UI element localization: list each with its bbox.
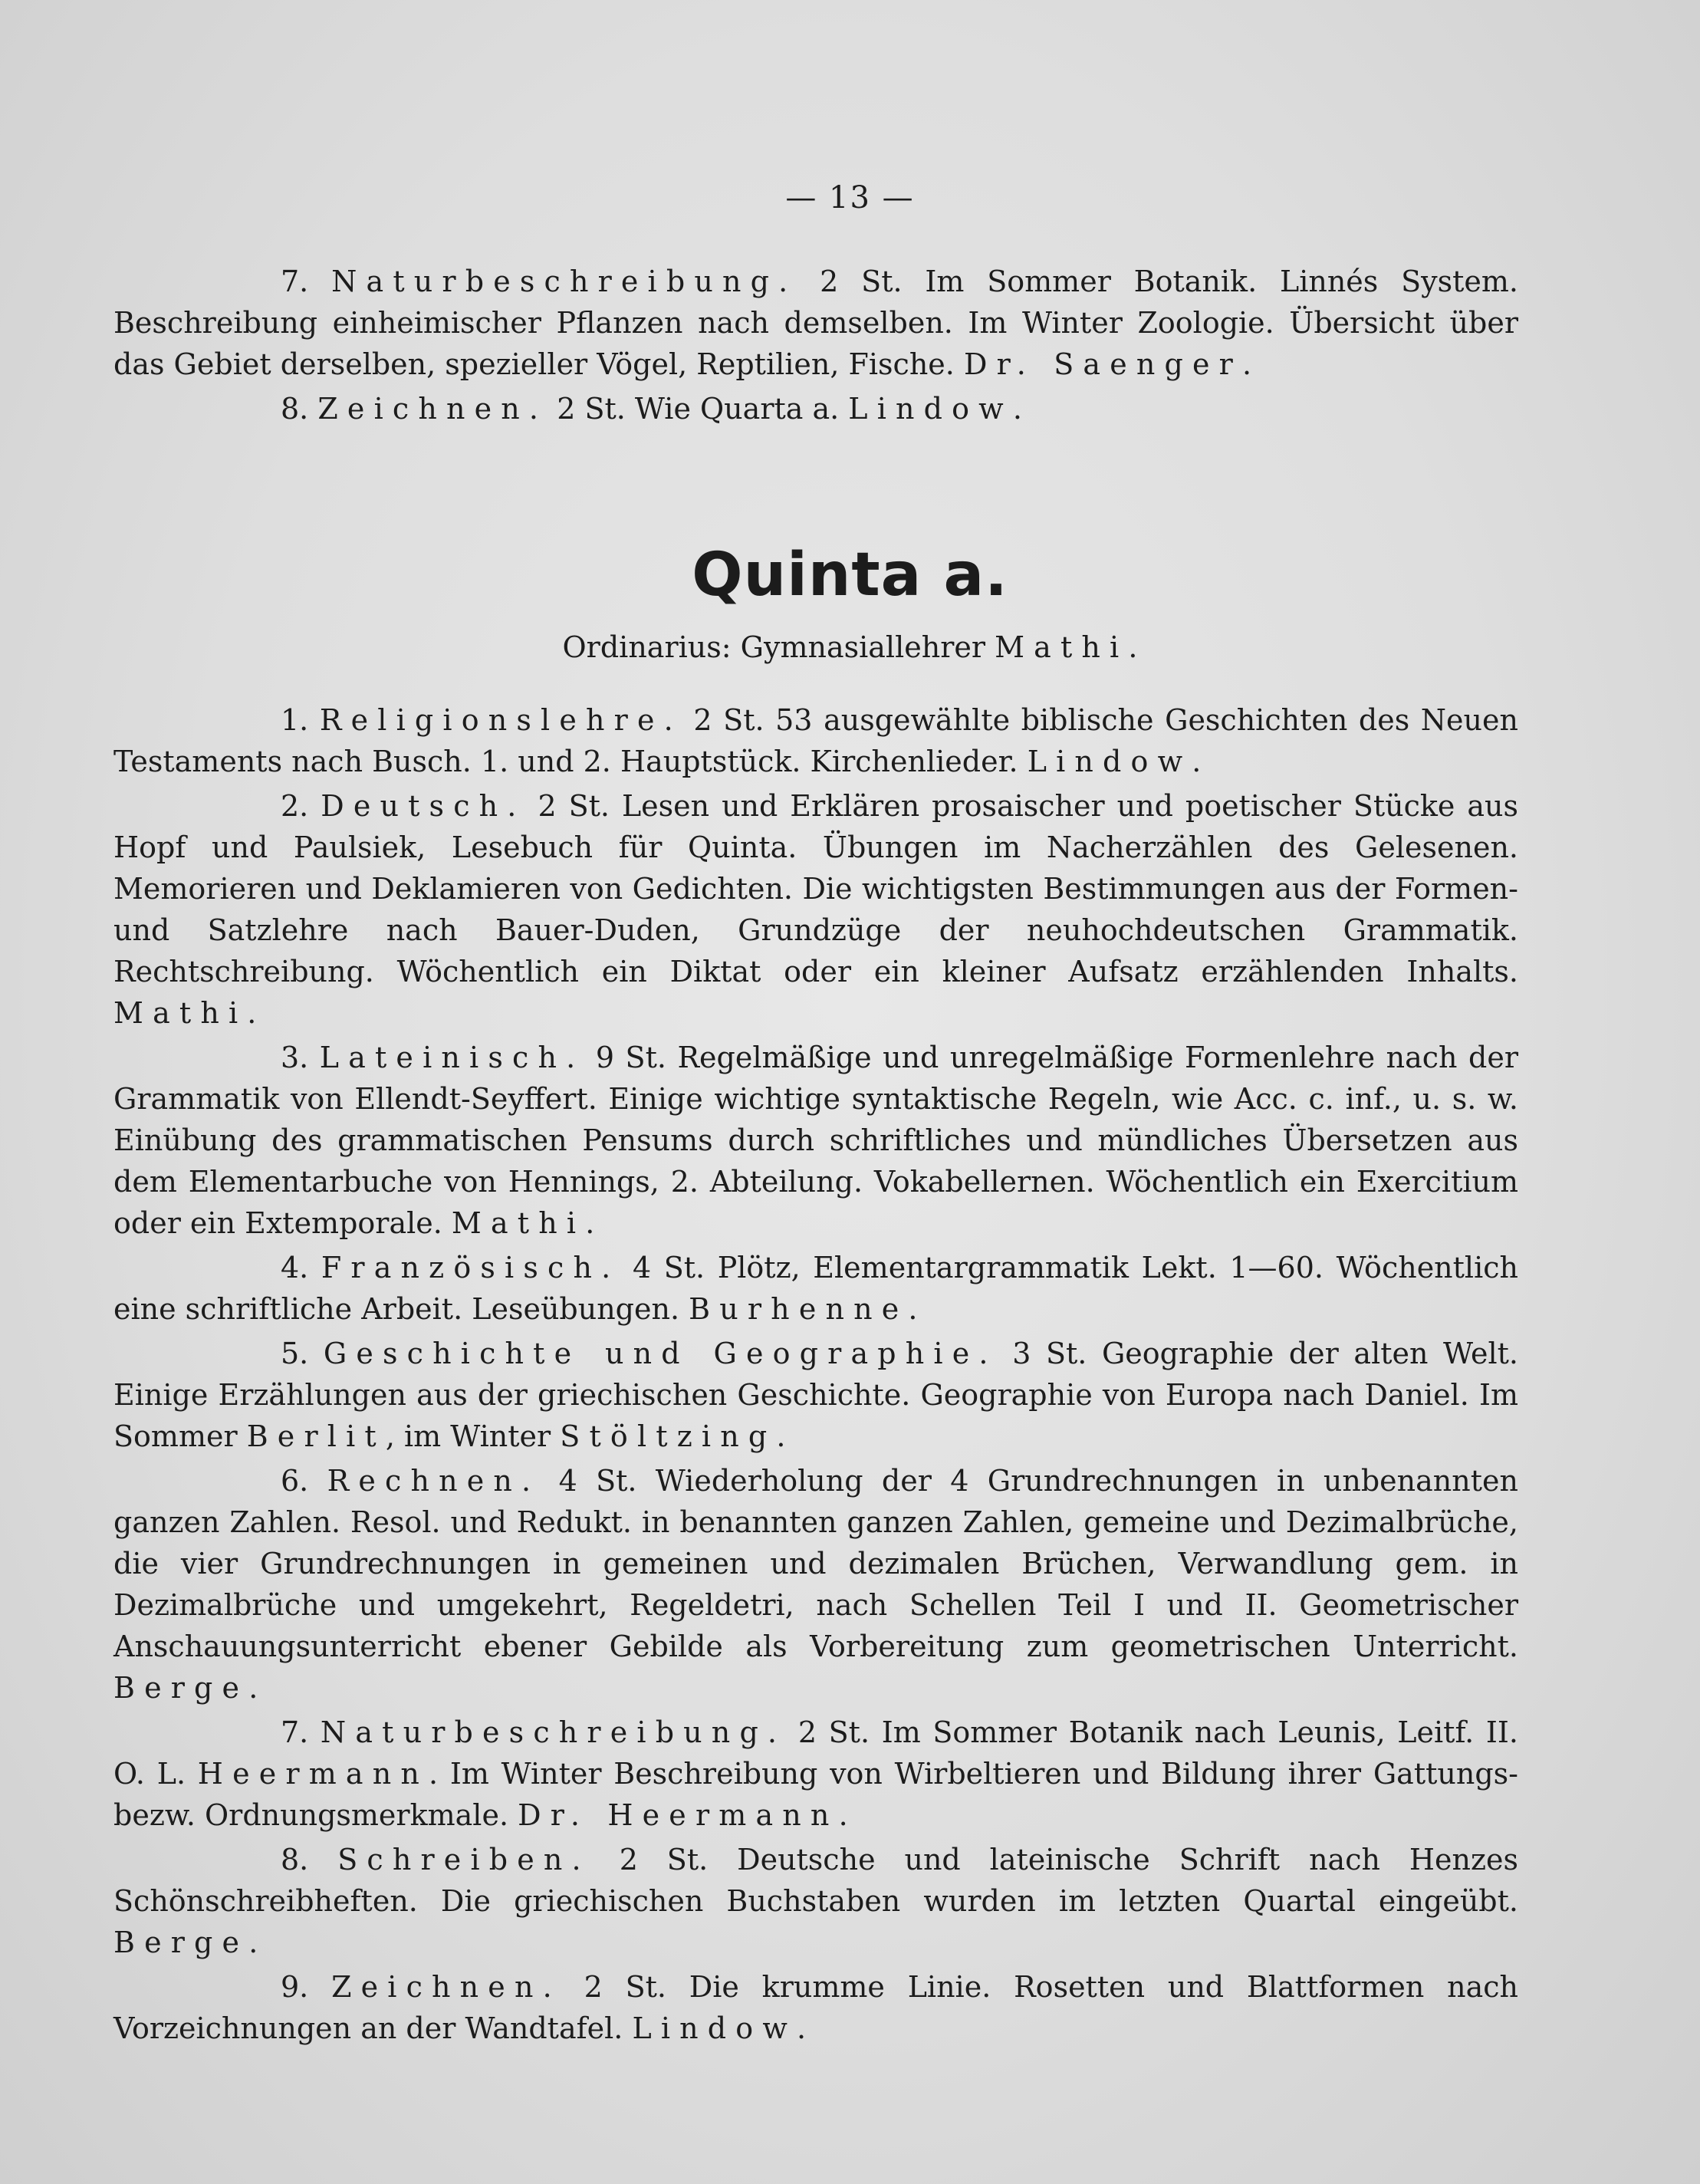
paragraph-zeichnen [113, 1966, 1518, 2049]
paragraph-text-end: . [248, 1926, 258, 1959]
paragraph-naturbeschreibung [113, 1712, 1518, 1836]
item-number: 6. [281, 1464, 309, 1498]
paragraph-text: 4 St. Wiederholung der 4 Grundrechnungen in unbenannten ganzen Zahlen. Resol. und Redukt. in benannten ganzen Zahlen, gemeine und Dezimalbrüche, die vier Grundrechnungen in gemeinen und dezimalen Brüchen, Verwandlung gem. in Dezimalbrüche und umgekehrt, Regeldetri, nach Schellen Teil I und II. Geometrischer Anschauungsunterricht ebener Gebilde als Vorbereitung zum geometrischen Unterricht. [113, 1464, 1518, 1663]
paragraph-text-end: . [776, 1419, 786, 1453]
ordinarius-end: . [1128, 630, 1138, 664]
paragraph-schreiben [113, 1839, 1518, 1963]
subject-heading: Geschichte und Geographie. [323, 1337, 998, 1370]
paragraph-text-end: . [1241, 347, 1252, 381]
paragraph-text: 2 St. Deutsche und lateinische Schrift nach Henzes Schönschreibheften. Die griechischen Buchstaben wurden im letzten Quartal eingeübt. [113, 1843, 1518, 1918]
teacher-name: Berge [113, 1671, 249, 1705]
item-number: 9. [281, 1970, 309, 2004]
subject-heading: Schreiben. [337, 1843, 590, 1876]
paragraph-text: 2 St. 53 ausgewählte biblische Geschichten des Neuen Testaments nach Busch. 1. und 2. Hauptstück. Kirchenlieder. [113, 703, 1518, 778]
teacher-name: Berge [113, 1926, 249, 1959]
teacher-name: Mathi [113, 996, 248, 1030]
item-number: 8. [281, 392, 309, 426]
paragraph-rechnen [113, 1460, 1518, 1709]
item-number: 3. [281, 1041, 309, 1074]
paragraph-text: 2 St. Die krumme Linie. Rosetten und Blattformen nach Vorzeichnungen an der Wandtafel. [113, 1970, 1518, 2045]
subject-heading: Zeichnen. [331, 1970, 561, 2004]
item-number: 4. [281, 1251, 309, 1284]
paragraph-naturbeschreibung-quarta [113, 261, 1518, 385]
paragraph-text: 2 St. Lesen und Erklären prosaischer und poetischer Stücke aus Hopf und Paulsiek, Lesebuch für Quinta. Übungen im Nacherzählen des Gelesenen. Memorieren und Deklamieren von Gedichten. Die wichtigsten Bestimmungen aus der Formen- und Satzlehre nach Bauer-Duden, Grundzüge der neuhochdeutschen Grammatik. Rechtschreibung. Wöchentlich ein Diktat oder ein kleiner Aufsatz erzählenden Inhalts. [113, 789, 1518, 988]
ordinarius-line [0, 630, 1700, 664]
paragraph-zeichnen-quarta [113, 388, 1518, 429]
paragraph-text: 2 St. Wie Quarta a. [547, 392, 849, 426]
teacher-name-2: Dr. Heermann [518, 1798, 839, 1832]
item-number: 1. [281, 703, 309, 737]
teacher-name: Berlit [246, 1419, 386, 1453]
paragraph-franzoesisch [113, 1247, 1518, 1330]
paragraph-text: 2 St. Im Sommer Botanik nach Leunis, Leitf. II. O. L. [113, 1715, 1518, 1791]
paragraph-text-end: . [797, 2011, 807, 2045]
teacher-name: Mathi [451, 1206, 586, 1240]
paragraph-religionslehre [113, 699, 1518, 782]
subject-heading: Französisch. [321, 1251, 620, 1284]
subject-heading: Zeichnen. [317, 392, 548, 426]
paragraph-text-end: . [1192, 745, 1202, 778]
item-number: 5. [281, 1337, 309, 1370]
paragraph-text: 3 St. Geographie der alten Welt. Einige Erzählungen aus der griechischen Geschichte. Geographie von Europa nach Daniel. Im Sommer [113, 1337, 1518, 1453]
item-number: 2. [281, 789, 309, 823]
ordinarius-name: Mathi [995, 630, 1129, 664]
paragraph-text-end: . [248, 1671, 258, 1705]
subject-heading: Deutsch. [321, 789, 526, 823]
teacher-name: Lindow [1027, 745, 1192, 778]
paragraph-text-end: . [908, 1292, 918, 1326]
paragraph-text-end: . [585, 1206, 595, 1240]
teacher-name: Dr. Saenger [963, 347, 1242, 381]
teacher-name: Burhenne [689, 1292, 909, 1326]
subject-heading: Lateinisch. [319, 1041, 585, 1074]
paragraph-text-end: . [838, 1798, 848, 1832]
item-number: 7. [281, 265, 309, 298]
item-number: 7. [281, 1715, 309, 1749]
top-section [113, 261, 1518, 433]
paragraph-text-end: . [247, 996, 257, 1030]
paragraph-text-end: . [1012, 392, 1022, 426]
subject-heading: Rechnen. [327, 1464, 541, 1498]
paragraph-text: 4 St. Plötz, Elementargrammatik Lekt. 1—60. Wöchentlich eine schriftliche Arbeit. Leseübungen. [113, 1251, 1518, 1326]
teacher-name-2: Stöltzing [560, 1419, 777, 1453]
subject-heading: Religionslehre. [319, 703, 682, 737]
teacher-name: Heermann [197, 1757, 429, 1791]
paragraph-deutsch [113, 785, 1518, 1034]
teacher-name: Lindow [848, 392, 1013, 426]
paragraph-lateinisch [113, 1037, 1518, 1244]
paragraph-text-mid: , im Winter [385, 1419, 561, 1453]
page-number: — 13 — [785, 180, 915, 215]
paragraph-text: 2 St. Im Sommer Botanik. Linnés System. Beschreibung einheimischer Pflanzen nach demselben. Im Winter Zoologie. Übersicht über das Gebiet derselben, spezieller Vögel, Reptilien, Fische. [113, 265, 1518, 381]
ordinarius-label: Ordinarius: Gymnasiallehrer [562, 630, 995, 664]
subject-heading: Naturbeschreibung. [320, 1715, 787, 1749]
paragraph-geschichte-geographie [113, 1333, 1518, 1457]
item-number: 8. [281, 1843, 309, 1876]
paragraph-text-mid: . Im Winter Beschreibung von Wirbeltieren und Bildung ihrer Gattungs- bezw. Ordnungsmerkmale. [113, 1757, 1518, 1832]
subject-heading: Naturbeschreibung. [331, 265, 797, 298]
section-title: Quinta a. [692, 541, 1008, 610]
teacher-name: Lindow [632, 2011, 797, 2045]
paragraph-text: 9 St. Regelmäßige und unregelmäßige Formenlehre nach der Grammatik von Ellendt-Seyffert. Einige wichtige syntaktische Regeln, wie Acc. c. inf., u. s. w. Einübung des grammatischen Pensums durch schriftliches und mündliches Übersetzen aus dem Elementarbuche von Hennings, 2. Abteilung. Vokabellernen. Wöchentlich ein Exercitium oder ein Extemporale. [113, 1041, 1518, 1240]
main-section [113, 699, 1518, 2052]
